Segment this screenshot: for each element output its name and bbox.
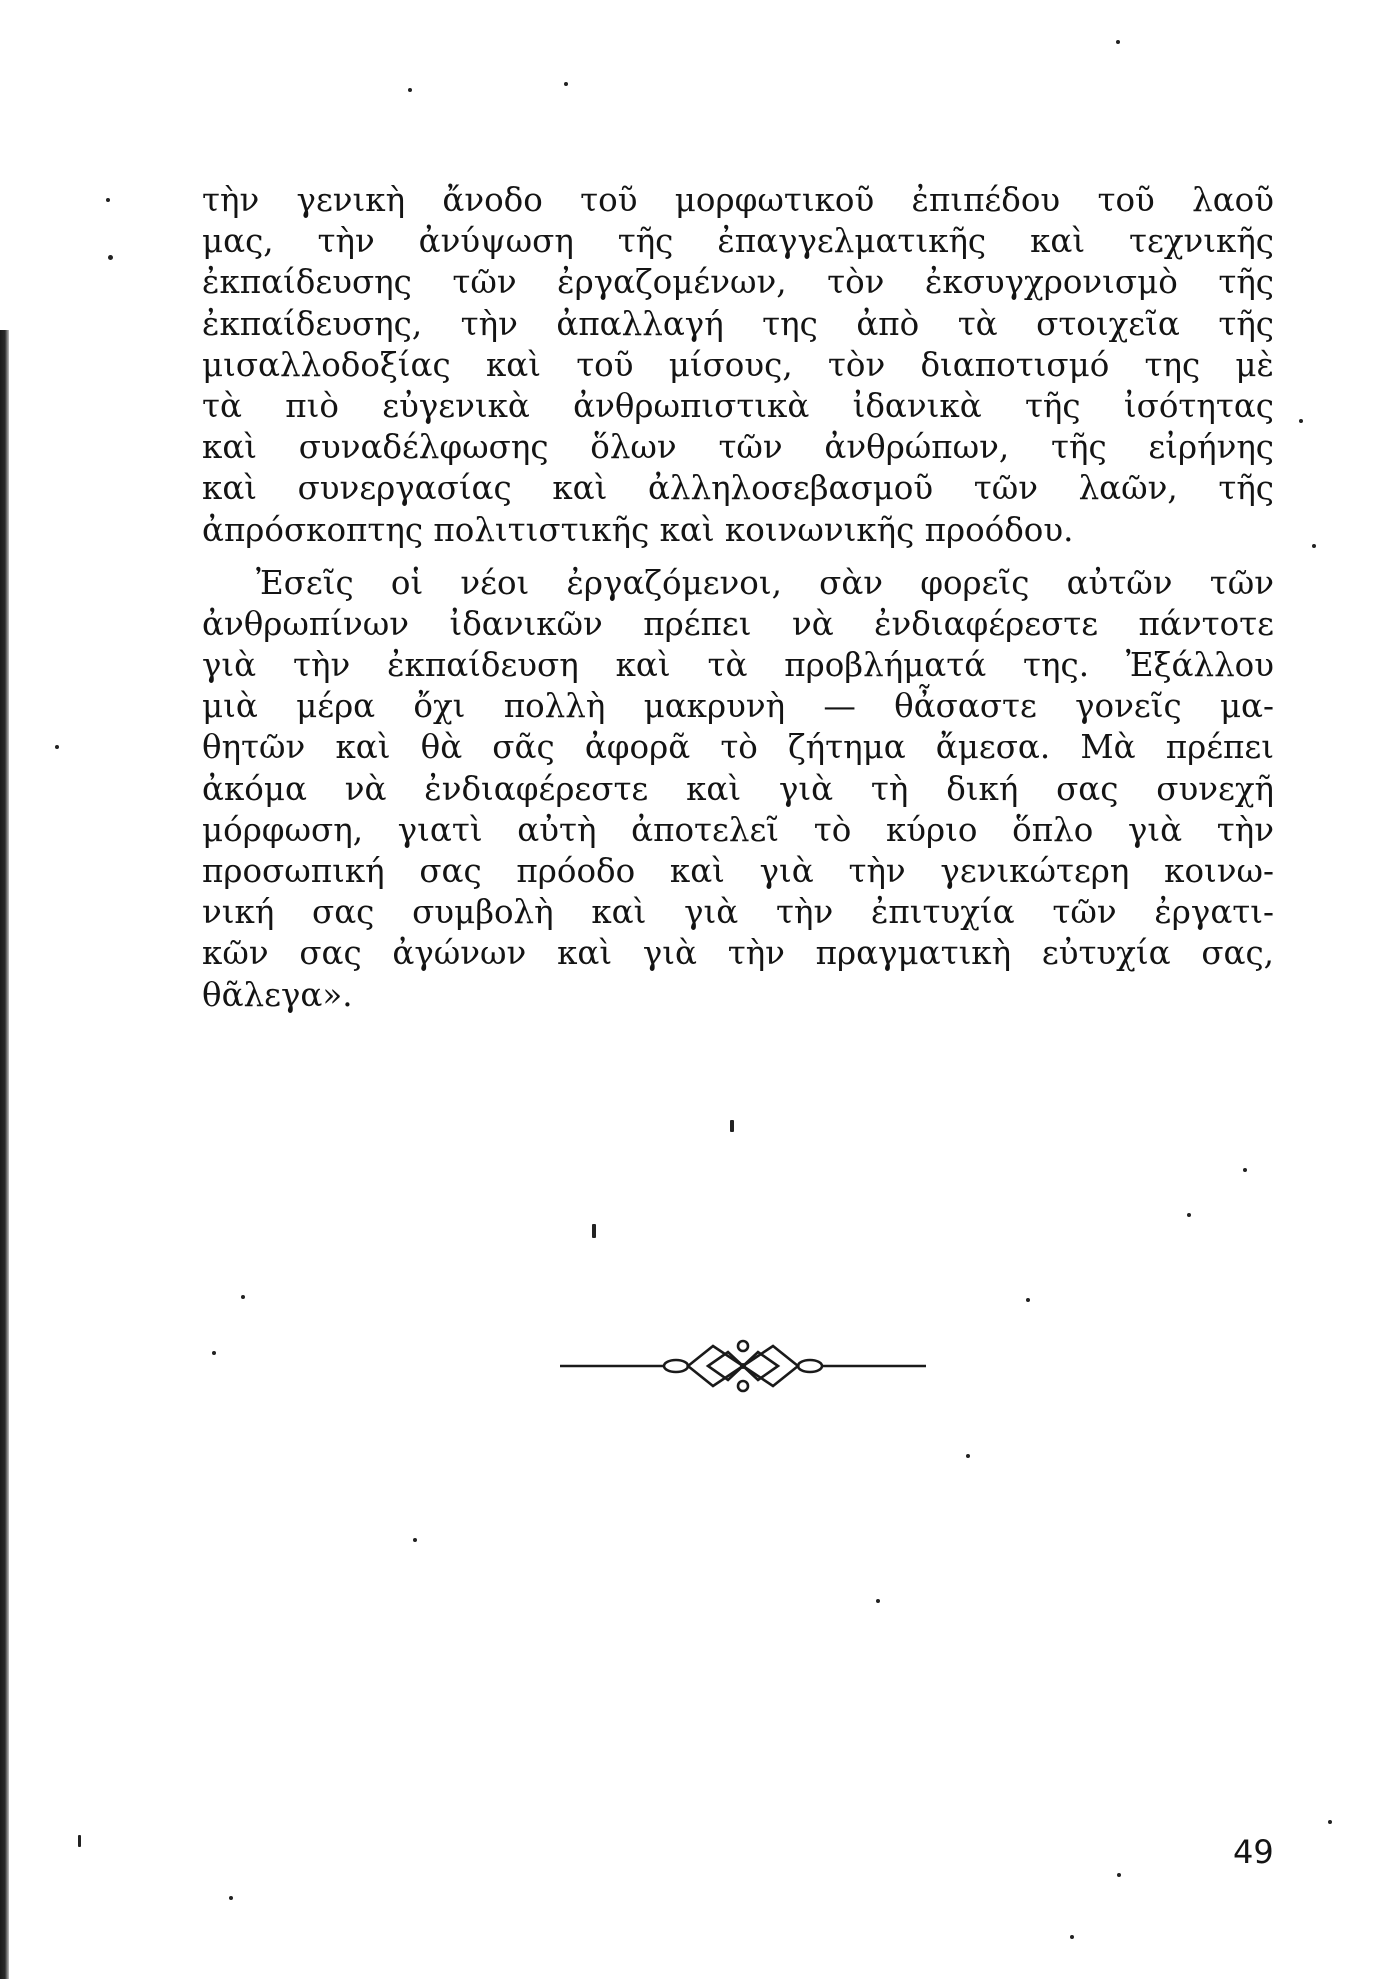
text-line: μας, τὴν ἀνύψωση τῆς ἐπαγγελματικῆς καὶ τεχνικῆς — [202, 222, 1274, 261]
text-line: θᾶλεγα». — [202, 975, 353, 1014]
text-line: ἐκπαίδευσης, τὴν ἀπαλλαγή της ἀπὸ τὰ στοιχεῖα τῆς — [202, 304, 1274, 343]
print-speck — [55, 745, 59, 749]
print-speck — [876, 1599, 880, 1603]
paragraph-gap — [202, 551, 1274, 563]
print-speck — [966, 1454, 970, 1458]
print-speck — [78, 1835, 81, 1847]
text-line: τὰ πιὸ εὐγενικὰ ἀνθρωπιστικὰ ἰδανικὰ τῆς ἰσότητας — [202, 386, 1274, 425]
print-speck — [592, 1224, 596, 1238]
print-speck — [1187, 1213, 1191, 1217]
page-number: 49 — [1233, 1833, 1274, 1871]
print-speck — [241, 1295, 245, 1299]
binding-shadow — [0, 330, 9, 1979]
text-line: θητῶν καὶ θὰ σᾶς ἀφορᾶ τὸ ζήτημα ἄμεσα. Μὰ πρέπει — [202, 728, 1274, 767]
text-line: καὶ συνεργασίας καὶ ἀλληλοσεβασμοῦ τῶν λαῶν, τῆς — [202, 469, 1274, 508]
print-speck — [1299, 419, 1303, 423]
text-line: μόρφωση, γιατὶ αὐτὴ ἀποτελεῖ τὸ κύριο ὅπλο γιὰ τὴν — [202, 810, 1274, 849]
text-line: ἀνθρωπίνων ἰδανικῶν πρέπει νὰ ἐνδιαφέρεστε πάντοτε — [202, 604, 1274, 643]
text-line: καὶ συναδέλφωσης ὅλων τῶν ἀνθρώπων, τῆς εἰρήνης — [202, 428, 1274, 467]
print-speck — [1117, 1873, 1121, 1877]
text-line: προσωπική σας πρόοδο καὶ γιὰ τὴν γενικώτερη κοινω- — [202, 852, 1274, 890]
body-text — [202, 180, 1274, 1016]
text-line: Ἐσεῖς οἱ νέοι ἐργαζόμενοι, σὰν φορεῖς αὐτῶν τῶν — [256, 563, 1274, 602]
print-speck — [730, 1120, 734, 1132]
print-speck — [564, 82, 568, 86]
text-line: τὴν γενικὴ ἄνοδο τοῦ μορφωτικοῦ ἐπιπέδου τοῦ λαοῦ — [202, 181, 1274, 219]
print-speck — [1328, 1820, 1332, 1824]
text-line: ἀκόμα νὰ ἐνδιαφέρεστε καὶ γιὰ τὴ δική σας συνεχῆ — [202, 769, 1274, 808]
print-speck — [413, 1538, 417, 1542]
text-line: κῶν σας ἀγώνων καὶ γιὰ τὴν πραγματικὴ εὐτυχία σας, — [202, 934, 1274, 973]
print-speck — [108, 255, 113, 260]
print-speck — [1070, 1935, 1074, 1939]
print-speck — [1312, 544, 1316, 548]
text-line: ἀπρόσκοπτης πολιτιστικῆς καὶ κοινωνικῆς προόδου. — [202, 510, 1074, 549]
text-line: μισαλλοδοξίας καὶ τοῦ μίσους, τὸν διαποτισμό της μὲ — [202, 345, 1274, 384]
print-speck — [1026, 1298, 1030, 1302]
paragraph-1 — [202, 180, 1274, 551]
text-line: ἐκπαίδευσης τῶν ἐργαζομένων, τὸν ἐκσυγχρονισμὸ τῆς — [202, 263, 1274, 302]
print-speck — [106, 198, 110, 202]
print-speck — [212, 1351, 216, 1355]
decorative-ornament — [558, 1338, 928, 1394]
print-speck — [229, 1896, 233, 1900]
print-speck — [1243, 1168, 1247, 1172]
print-speck — [1116, 40, 1120, 44]
paragraph-2 — [202, 563, 1274, 1016]
text-line: νική σας συμβολὴ καὶ γιὰ τὴν ἐπιτυχία τῶν ἐργατι- — [202, 893, 1274, 932]
text-line: γιὰ τὴν ἐκπαίδευση καὶ τὰ προβλήματά της. Ἐξάλλου — [202, 646, 1274, 685]
text-line: μιὰ μέρα ὄχι πολλὴ μακρυνὴ — θἆσαστε γονεῖς μα- — [202, 687, 1274, 726]
print-speck — [408, 88, 412, 92]
